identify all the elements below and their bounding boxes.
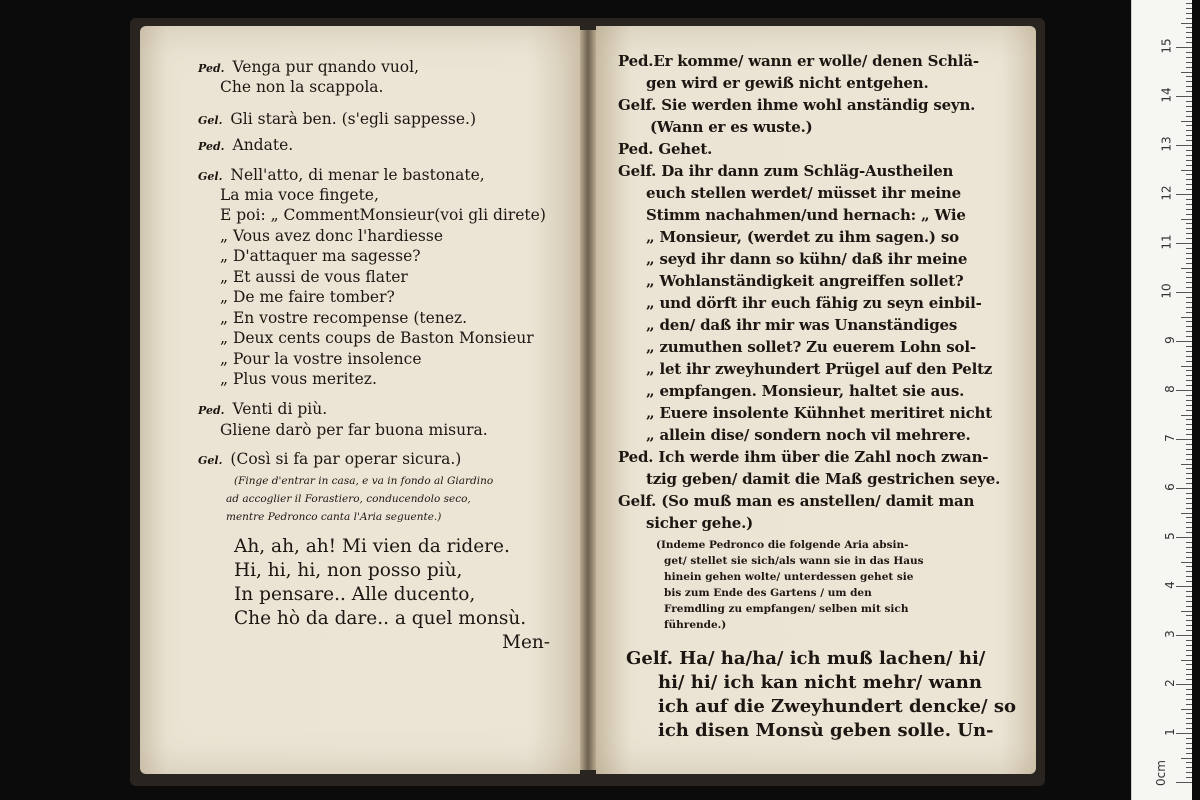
- ruler-tick: [1186, 214, 1192, 215]
- ruler-tick: [1186, 76, 1192, 77]
- ruler-tick: [1186, 189, 1192, 190]
- ruler-unit-label: 0cm: [1154, 760, 1169, 786]
- right-line: gen wird er gewiß nicht entgehen.: [646, 74, 929, 92]
- ruler-tick: [1186, 704, 1192, 705]
- ruler-tick: [1176, 537, 1192, 538]
- right-line: „ seyd ihr dann so kühn/ daß ihr meine: [646, 250, 968, 268]
- ruler-tick: [1186, 204, 1192, 205]
- left-line: [220, 206, 546, 224]
- ruler-tick: [1186, 380, 1192, 381]
- right-line: Gelf. Da ihr dann zum Schläg-Austheilen: [618, 162, 954, 180]
- ruler-tick: [1186, 493, 1192, 494]
- ruler-tick: [1186, 645, 1192, 646]
- ruler-tick: [1181, 513, 1192, 514]
- aria-line: Che hò da dare.. a quel monsù.: [234, 608, 527, 629]
- ruler-tick: [1186, 434, 1192, 435]
- ruler-tick: [1186, 527, 1192, 528]
- aria-line: Hi, hi, hi, non posso più,: [234, 560, 463, 581]
- aria-line: In pensare.. Alle ducento,: [234, 584, 476, 605]
- ruler-tick: [1186, 542, 1192, 543]
- ruler-tick: [1186, 674, 1192, 675]
- ruler-tick: [1181, 660, 1192, 661]
- ruler-tick: [1186, 263, 1192, 264]
- ruler-tick: [1186, 713, 1192, 714]
- ruler-tick: [1186, 777, 1192, 778]
- ruler-tick: [1186, 728, 1192, 729]
- ruler-tick: [1186, 748, 1192, 749]
- ruler-number: 8: [1163, 385, 1178, 393]
- ruler-tick: [1186, 62, 1192, 63]
- ruler-tick: [1186, 184, 1192, 185]
- ruler-tick: [1186, 3, 1192, 4]
- left-line: [198, 58, 419, 78]
- ruler-tick: [1186, 571, 1192, 572]
- ruler-tick: [1181, 268, 1192, 269]
- ruler-tick: [1181, 562, 1192, 563]
- ruler-tick: [1186, 566, 1192, 567]
- ruler-tick: [1186, 547, 1192, 548]
- ruler-tick: [1186, 307, 1192, 308]
- ruler-tick: [1176, 684, 1192, 685]
- speaker-label: Gel.: [198, 114, 223, 127]
- right-line: „ Wohlanständigkeit angreiffen sollet?: [646, 272, 964, 290]
- ruler-tick: [1176, 96, 1192, 97]
- right-page: [596, 26, 1036, 774]
- left-line: [198, 400, 327, 420]
- ruler-tick: [1186, 459, 1192, 460]
- ruler-tick: [1186, 679, 1192, 680]
- ruler-tick: [1186, 762, 1192, 763]
- line-text: (Così si fa par operar sicura.): [230, 450, 462, 468]
- ruler-tick: [1186, 669, 1192, 670]
- right-page-text: [596, 26, 1036, 774]
- stage-direction-line: (Indeme Pedronco die folgende Aria absin-: [656, 539, 909, 551]
- right-line: „ Monsieur, (werdet zu ihm sagen.) so: [646, 228, 959, 246]
- line-text: Nell'atto, di menar le bastonate,: [230, 166, 485, 184]
- ruler-tick: [1186, 297, 1192, 298]
- right-line: „ allein dise/ sondern noch vil mehrere.: [646, 426, 971, 444]
- ruler-tick: [1186, 689, 1192, 690]
- left-line: [220, 329, 534, 347]
- right-line: tzig geben/ damit die Maß gestrichen seye.: [646, 470, 1001, 488]
- stage-direction-line: Fremdling zu empfangen/ selben mit sich: [664, 603, 909, 615]
- ruler-tick: [1186, 596, 1192, 597]
- ruler-tick: [1186, 743, 1192, 744]
- line-text: „ Et aussi de vous flater: [220, 268, 408, 286]
- ruler-tick: [1181, 317, 1192, 318]
- ruler-tick: [1181, 758, 1192, 759]
- ruler-tick: [1176, 488, 1192, 489]
- speaker-label: Gel.: [198, 170, 223, 183]
- ruler-tick: [1186, 150, 1192, 151]
- ruler-tick: [1186, 91, 1192, 92]
- line-text: „ D'attaquer ma sagesse?: [220, 247, 421, 265]
- left-line: [220, 309, 467, 327]
- ruler-tick: [1186, 52, 1192, 53]
- book-gutter: [580, 30, 596, 770]
- ruler-tick: [1186, 351, 1192, 352]
- ruler-tick: [1186, 772, 1192, 773]
- ruler-tick: [1186, 253, 1192, 254]
- ruler-tick: [1176, 635, 1192, 636]
- line-text: Venga pur qnando vuol,: [232, 58, 420, 76]
- line-text: Che non la scappola.: [220, 78, 384, 96]
- ruler-tick: [1186, 552, 1192, 553]
- ruler-tick: [1186, 155, 1192, 156]
- ruler-tick: [1186, 468, 1192, 469]
- ruler-tick: [1186, 282, 1192, 283]
- right-line: Gelf. (So muß man es anstellen/ damit man: [618, 492, 975, 510]
- ruler-tick: [1186, 209, 1192, 210]
- right-line: „ den/ daß ihr mir was Unanständiges: [646, 316, 958, 334]
- ruler-tick: [1186, 532, 1192, 533]
- ruler-tick: [1186, 223, 1192, 224]
- ruler-tick: [1186, 449, 1192, 450]
- left-line: [220, 350, 422, 368]
- left-line: [220, 288, 395, 306]
- left-page: [140, 26, 580, 774]
- stage-direction-line: führende.): [664, 619, 727, 631]
- left-line: [198, 450, 461, 470]
- ruler-tick: [1186, 576, 1192, 577]
- left-page-text: [140, 26, 580, 774]
- ruler-tick: [1186, 287, 1192, 288]
- ruler-tick: [1186, 258, 1192, 259]
- ruler-tick: [1181, 72, 1192, 73]
- line-text: E poi: „ CommentMonsieur(voi gli direte): [220, 206, 546, 224]
- stage-direction-line: mentre Pedronco canta l'Aria seguente.): [226, 511, 442, 523]
- aria-line: Gelf. Ha/ ha/ha/ ich muß lachen/ hi/: [626, 648, 986, 669]
- line-text: Gliene darò per far buona misura.: [220, 421, 488, 439]
- ruler-tick: [1186, 302, 1192, 303]
- stage-direction-line: ad accoglier il Forastiero, conducendolo seco,: [226, 493, 471, 505]
- ruler-number: 10: [1159, 283, 1174, 299]
- ruler-tick: [1186, 277, 1192, 278]
- ruler-tick: [1186, 111, 1192, 112]
- ruler-tick: [1181, 121, 1192, 122]
- ruler-tick: [1186, 615, 1192, 616]
- left-line: [220, 227, 443, 245]
- ruler-tick: [1186, 81, 1192, 82]
- ruler-tick: [1176, 782, 1192, 783]
- left-line: [220, 268, 408, 286]
- ruler-tick: [1186, 767, 1192, 768]
- ruler-tick: [1186, 625, 1192, 626]
- right-line: sicher gehe.): [646, 514, 754, 532]
- ruler-tick: [1186, 723, 1192, 724]
- measuring-ruler: [1131, 0, 1192, 800]
- ruler-tick: [1186, 395, 1192, 396]
- ruler-tick: [1186, 140, 1192, 141]
- right-line: Ped. Gehet.: [618, 140, 713, 158]
- right-line: Stimm nachahmen/und hernach: „ Wie: [646, 206, 966, 224]
- ruler-tick: [1186, 116, 1192, 117]
- right-line: (Wann er es wuste.): [650, 118, 813, 136]
- line-text: „ De me faire tomber?: [220, 288, 395, 306]
- line-text: Gli starà ben. (s'egli sappesse.): [230, 110, 477, 128]
- ruler-tick: [1186, 13, 1192, 14]
- speaker-label: Ped.: [198, 62, 225, 75]
- ruler-tick: [1186, 591, 1192, 592]
- right-line: „ let ihr zweyhundert Prügel auf den Peltz: [646, 360, 993, 378]
- ruler-tick: [1186, 312, 1192, 313]
- ruler-tick: [1186, 444, 1192, 445]
- ruler-tick: [1186, 165, 1192, 166]
- left-line: [198, 166, 485, 186]
- right-line: Ped. Ich werde ihm über die Zahl noch zwan-: [618, 448, 989, 466]
- ruler-number: 14: [1159, 87, 1174, 103]
- ruler-tick: [1186, 655, 1192, 656]
- ruler-tick: [1186, 331, 1192, 332]
- ruler-tick: [1186, 522, 1192, 523]
- line-text: „ Deux cents coups de Baston Monsieur: [220, 329, 534, 347]
- ruler-tick: [1186, 419, 1192, 420]
- ruler-tick: [1181, 464, 1192, 465]
- ruler-tick: [1186, 272, 1192, 273]
- ruler-tick: [1186, 238, 1192, 239]
- ruler-tick: [1186, 620, 1192, 621]
- ruler-tick: [1186, 650, 1192, 651]
- ruler-tick: [1176, 292, 1192, 293]
- right-line: euch stellen werdet/ müsset ihr meine: [646, 184, 961, 202]
- aria-line: ich disen Monsù geben solle. Un-: [658, 720, 994, 741]
- line-text: „ Vous avez donc l'hardiesse: [220, 227, 444, 245]
- line-text: „ Pour la vostre insolence: [220, 350, 422, 368]
- aria-line: hi/ hi/ ich kan nicht mehr/ wann: [658, 672, 982, 693]
- right-line: „ zumuthen sollet? Zu euerem Lohn sol-: [646, 338, 976, 356]
- line-text: Andate.: [232, 136, 294, 154]
- ruler-tick: [1181, 170, 1192, 171]
- ruler-tick: [1186, 694, 1192, 695]
- ruler-tick: [1186, 57, 1192, 58]
- ruler-tick: [1186, 160, 1192, 161]
- ruler-number: 12: [1159, 185, 1174, 201]
- ruler-tick: [1186, 718, 1192, 719]
- speaker-label: Ped.: [198, 404, 225, 417]
- ruler-number: 3: [1163, 630, 1178, 638]
- ruler-tick: [1186, 27, 1192, 28]
- ruler-tick: [1186, 429, 1192, 430]
- ruler-tick: [1186, 454, 1192, 455]
- aria-line: Ah, ah, ah! Mi vien da ridere.: [234, 536, 510, 557]
- ruler-number: 7: [1163, 434, 1178, 442]
- ruler-tick: [1186, 478, 1192, 479]
- line-text: La mia voce fingete,: [220, 186, 379, 204]
- ruler-tick: [1186, 606, 1192, 607]
- ruler-tick: [1186, 228, 1192, 229]
- speaker-label: Gel.: [198, 454, 223, 467]
- ruler-tick: [1186, 498, 1192, 499]
- line-text: „ En vostre recompense (tenez.: [220, 309, 468, 327]
- ruler-tick: [1176, 145, 1192, 146]
- ruler-number: 2: [1163, 679, 1178, 687]
- ruler-number: 13: [1159, 136, 1174, 152]
- aria-line: ich auf die Zweyhundert dencke/ so: [658, 696, 1016, 717]
- ruler-tick: [1186, 483, 1192, 484]
- ruler-tick: [1186, 640, 1192, 641]
- speaker-label: Ped.: [198, 140, 225, 153]
- ruler-tick: [1186, 199, 1192, 200]
- ruler-tick: [1176, 586, 1192, 587]
- ruler-tick: [1186, 346, 1192, 347]
- ruler-tick: [1186, 233, 1192, 234]
- right-line: „ Euere insolente Kühnhet meritiret nicht: [646, 404, 992, 422]
- ruler-tick: [1186, 753, 1192, 754]
- left-line: [220, 186, 379, 204]
- ruler-tick: [1181, 415, 1192, 416]
- ruler-tick: [1186, 699, 1192, 700]
- ruler-tick: [1186, 248, 1192, 249]
- left-line: [220, 247, 421, 265]
- ruler-tick: [1186, 179, 1192, 180]
- ruler-tick: [1176, 733, 1192, 734]
- ruler-tick: [1176, 243, 1192, 244]
- ruler-tick: [1186, 424, 1192, 425]
- right-line: Gelf. Sie werden ihme wohl anständig seyn.: [618, 96, 976, 114]
- ruler-tick: [1186, 67, 1192, 68]
- ruler-tick: [1181, 23, 1192, 24]
- ruler-tick: [1186, 106, 1192, 107]
- ruler-tick: [1181, 219, 1192, 220]
- ruler-tick: [1181, 366, 1192, 367]
- ruler-tick: [1186, 356, 1192, 357]
- left-line: [220, 78, 383, 96]
- ruler-number: 4: [1163, 581, 1178, 589]
- ruler-tick: [1186, 125, 1192, 126]
- ruler-tick: [1186, 508, 1192, 509]
- line-text: Venti di più.: [232, 400, 328, 418]
- stage-direction-line: (Finge d'entrar in casa, e va in fondo al Giardino: [234, 475, 494, 487]
- ruler-tick: [1186, 336, 1192, 337]
- ruler-tick: [1186, 18, 1192, 19]
- ruler-tick: [1186, 405, 1192, 406]
- ruler-tick: [1186, 174, 1192, 175]
- ruler-number: 5: [1163, 532, 1178, 540]
- right-line: „ und dörft ihr euch fähig zu seyn einbil-: [646, 294, 982, 312]
- left-line: [220, 370, 377, 388]
- ruler-tick: [1186, 410, 1192, 411]
- ruler-tick: [1186, 326, 1192, 327]
- ruler-tick: [1186, 135, 1192, 136]
- ruler-tick: [1186, 738, 1192, 739]
- ruler-tick: [1186, 581, 1192, 582]
- ruler-tick: [1176, 47, 1192, 48]
- ruler-tick: [1186, 375, 1192, 376]
- ruler-tick: [1186, 385, 1192, 386]
- stage-direction-line: get/ stellet sie sich/als wann sie in das Haus: [664, 555, 924, 567]
- ruler-tick: [1186, 361, 1192, 362]
- stage-direction-line: bis zum Ende des Gartens / um den: [664, 587, 872, 599]
- ruler-tick: [1176, 341, 1192, 342]
- line-text: „ Plus vous meritez.: [220, 370, 377, 388]
- ruler-tick: [1181, 611, 1192, 612]
- left-line: [220, 421, 488, 439]
- ruler-tick: [1186, 630, 1192, 631]
- ruler-tick: [1186, 517, 1192, 518]
- left-line: [198, 110, 476, 130]
- ruler-number: 15: [1159, 38, 1174, 54]
- ruler-tick: [1186, 503, 1192, 504]
- ruler-tick: [1186, 601, 1192, 602]
- catchword: Men-: [502, 632, 551, 653]
- ruler-tick: [1181, 709, 1192, 710]
- ruler-tick: [1186, 32, 1192, 33]
- right-line: Ped.Er komme/ wann er wolle/ denen Schlä-: [618, 52, 979, 70]
- ruler-tick: [1186, 400, 1192, 401]
- ruler-tick: [1186, 664, 1192, 665]
- ruler-tick: [1186, 130, 1192, 131]
- ruler-tick: [1186, 321, 1192, 322]
- ruler-number: 1: [1163, 728, 1178, 736]
- ruler-tick: [1186, 42, 1192, 43]
- ruler-tick: [1176, 439, 1192, 440]
- ruler-tick: [1186, 8, 1192, 9]
- ruler-tick: [1176, 194, 1192, 195]
- ruler-tick: [1186, 370, 1192, 371]
- ruler-number: 6: [1163, 483, 1178, 491]
- ruler-tick: [1186, 86, 1192, 87]
- ruler-tick: [1176, 390, 1192, 391]
- ruler-tick: [1186, 101, 1192, 102]
- right-line: „ empfangen. Monsieur, haltet sie aus.: [646, 382, 965, 400]
- ruler-number: 11: [1159, 234, 1174, 250]
- ruler-tick: [1186, 37, 1192, 38]
- ruler-tick: [1186, 557, 1192, 558]
- ruler-tick: [1186, 473, 1192, 474]
- left-line: [198, 136, 293, 156]
- ruler-number: 9: [1163, 336, 1178, 344]
- stage-direction-line: hinein gehen wolte/ unterdessen gehet sie: [664, 571, 914, 583]
